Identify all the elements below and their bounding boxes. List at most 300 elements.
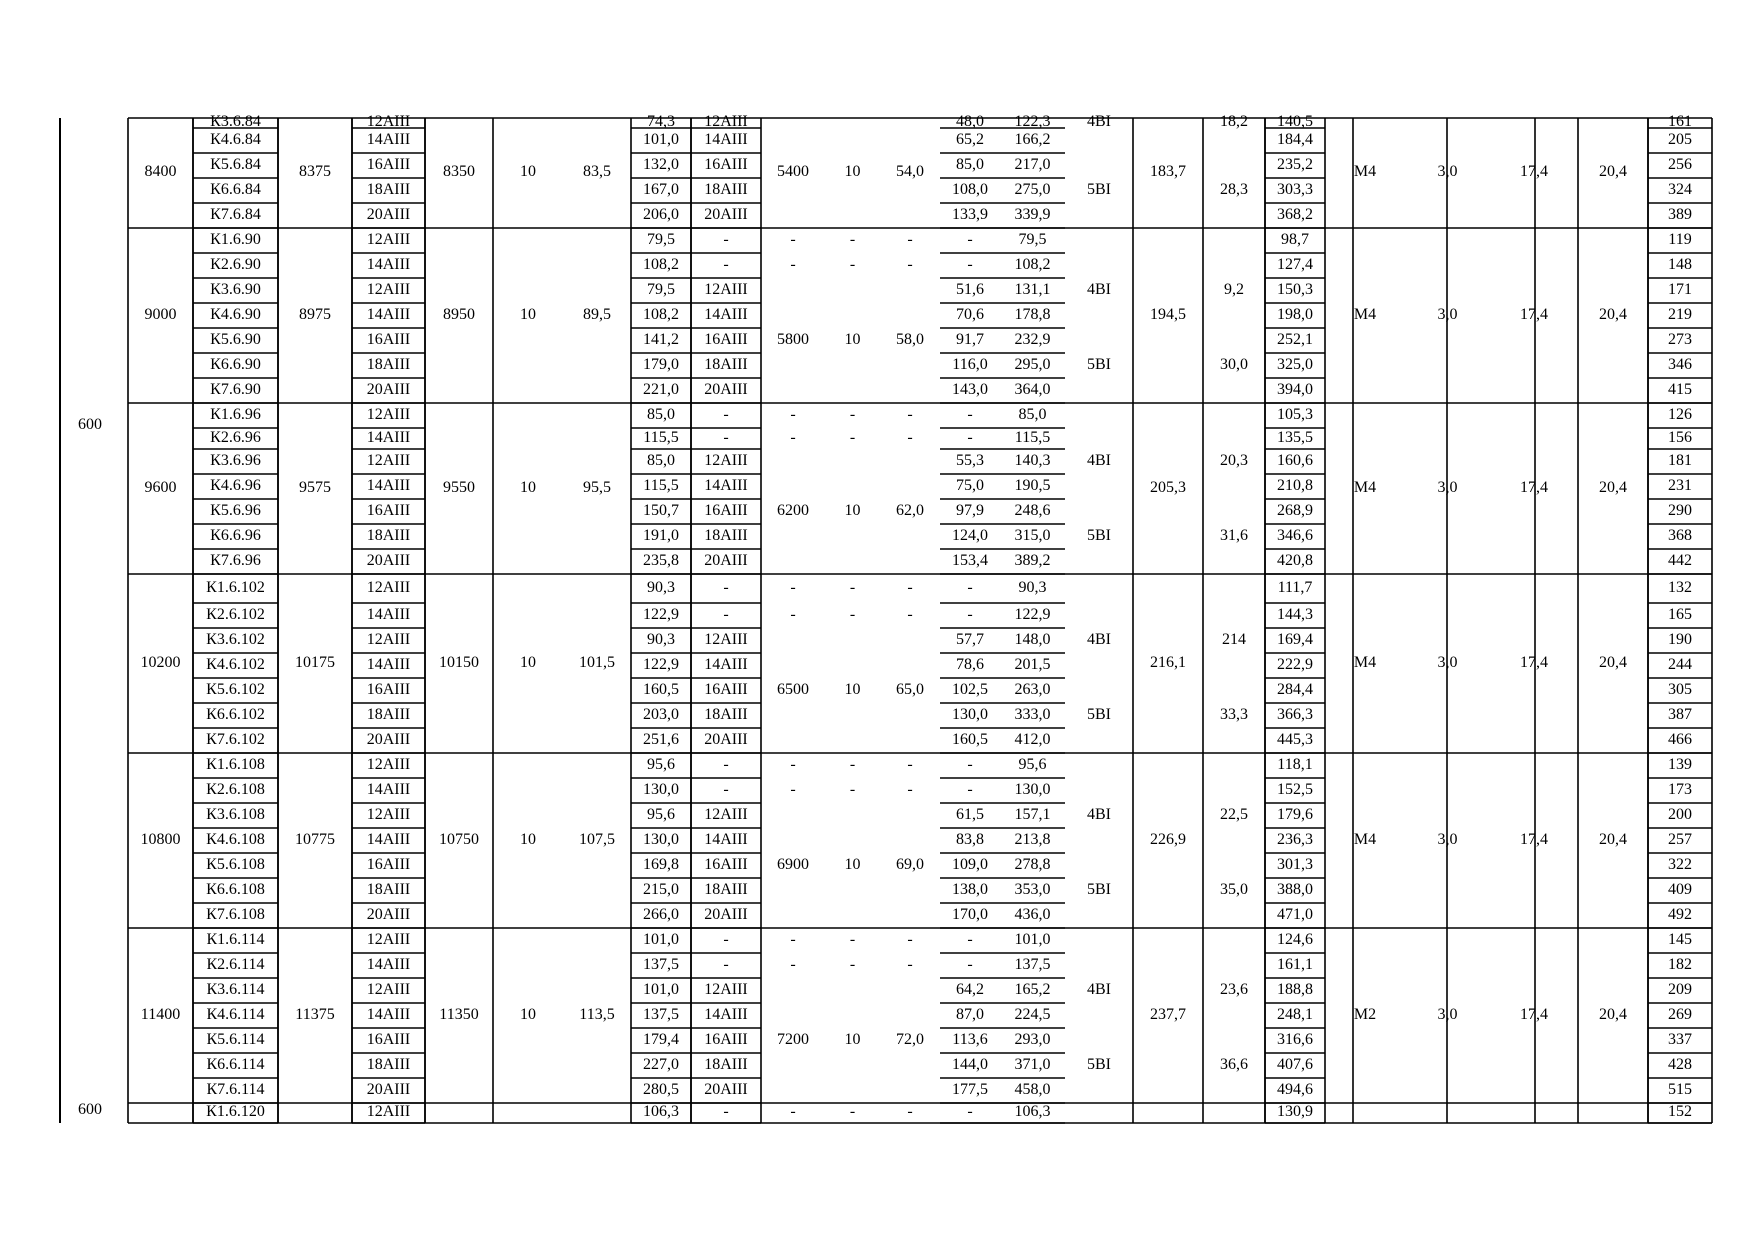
cell-c22: 161 (1668, 113, 1692, 130)
cell-c19: 3,0 (1437, 1005, 1458, 1023)
cell-rebar: 20АIII (366, 205, 411, 223)
cell-c17: 222,9 (1277, 655, 1313, 673)
cell-c17: 407,6 (1277, 1055, 1313, 1073)
cell-c11: 58,0 (896, 330, 924, 348)
cell-c9: 7200 (777, 1030, 809, 1048)
cell-rebar: 20АIII (366, 905, 411, 923)
cell-mark: К5.6.84 (210, 155, 261, 173)
cell-c16: 214 (1222, 630, 1246, 648)
cell-c17: 301,3 (1277, 855, 1313, 873)
cell-c11: 54,0 (896, 163, 924, 180)
cell-l1: 10175 (295, 653, 335, 671)
cell-c22: 346 (1668, 355, 1692, 373)
cell-c5: 83,5 (583, 163, 611, 180)
cell-mark: К3.6.114 (206, 980, 265, 998)
cell-c22: 466 (1668, 730, 1692, 748)
cell-d9: - (790, 755, 796, 773)
cell-c7: - (723, 578, 729, 596)
cell-mark: К7.6.96 (210, 551, 261, 569)
cell-d10: - (849, 605, 856, 623)
cell-c22: 442 (1668, 551, 1692, 569)
cell-d11: - (907, 605, 913, 623)
cell-c22: 409 (1668, 880, 1692, 898)
cell-c12: - (967, 230, 973, 248)
cell-l2: 8350 (443, 163, 475, 180)
cell-d10: - (849, 755, 856, 773)
cell-c22: 389 (1668, 205, 1692, 223)
cell-c17: 169,4 (1277, 630, 1313, 648)
cell-c22: 209 (1668, 980, 1692, 998)
cell-l1: 10775 (295, 830, 335, 848)
cell-c13: 217,0 (1014, 155, 1051, 173)
cell-c13: 140,3 (1014, 451, 1051, 469)
cell-rebar: 20АIII (366, 1080, 411, 1098)
cell-c13: 178,8 (1014, 305, 1051, 323)
cell-c6: 85,0 (647, 451, 675, 469)
cell-c11: 65,0 (896, 680, 924, 698)
cell-c13: 106,3 (1014, 1103, 1051, 1120)
cell-c22: 305 (1668, 680, 1692, 698)
cell-c12: 160,5 (952, 730, 988, 748)
cell-c22: 337 (1668, 1030, 1692, 1048)
cell-c13: 201,5 (1014, 655, 1051, 673)
cell-c14: 4ВI (1087, 805, 1111, 823)
cell-rebar: 16АIII (366, 501, 411, 519)
cell-mark: К4.6.108 (206, 830, 265, 848)
cell-c4: 10 (520, 305, 536, 323)
cell-mark: К4.6.96 (210, 476, 261, 494)
cell-mark: К6.6.102 (206, 705, 265, 723)
cell-c9: 6900 (777, 855, 809, 873)
cell-c17: 420,8 (1277, 551, 1313, 569)
cell-c22: 256 (1668, 155, 1692, 173)
cell-c7: 20АIII (704, 1080, 748, 1098)
cell-c22: 181 (1668, 451, 1692, 469)
cell-rebar: 20АIII (366, 551, 411, 569)
cell-c13: 190,5 (1014, 476, 1051, 494)
cell-c22: 156 (1668, 428, 1692, 446)
cell-mark: К7.6.114 (206, 1080, 265, 1098)
cell-c6: 101,0 (643, 130, 679, 148)
cell-c22: 257 (1668, 830, 1692, 848)
cell-c16: 28,3 (1220, 180, 1248, 198)
cell-c21: 20,4 (1599, 830, 1627, 848)
cell-c17: 150,3 (1277, 280, 1313, 298)
side-label-600-bottom: 600 (78, 1101, 102, 1118)
cell-c7: 14АIII (704, 830, 748, 848)
cell-c13: 278,8 (1014, 855, 1051, 873)
cell-c18: M2 (1353, 1005, 1377, 1023)
cell-rebar: 14АIII (366, 476, 411, 494)
cell-d11: - (907, 230, 913, 248)
cell-c6: 108,2 (643, 305, 679, 323)
cell-c16: 31,6 (1220, 526, 1248, 544)
cell-c18: M4 (1353, 163, 1377, 180)
cell-mark: К1.6.102 (206, 578, 265, 596)
cell-c13: 232,9 (1014, 330, 1051, 348)
cell-c12: 177,5 (952, 1080, 988, 1098)
cell-c12: 48,0 (956, 113, 984, 130)
cell-c12: - (967, 405, 973, 423)
cell-rebar: 14АIII (366, 255, 411, 273)
cell-rebar: 18АIII (366, 180, 411, 198)
cell-rebar: 12АIII (366, 405, 411, 423)
cell-mark: К1.6.96 (210, 405, 261, 423)
cell-c13: 436,0 (1014, 905, 1051, 923)
cell-rebar: 12АIII (366, 451, 411, 469)
cell-c13: 412,0 (1014, 730, 1051, 748)
cell-rebar: 14АIII (366, 130, 411, 148)
cell-c13: 165,2 (1014, 980, 1051, 998)
cell-c7: 20АIII (704, 205, 748, 223)
cell-c17: 494,6 (1277, 1080, 1313, 1098)
cell-mark: К1.6.90 (210, 230, 261, 248)
cell-c12: 75,0 (956, 476, 984, 494)
cell-c10: 10 (844, 680, 861, 698)
cell-rebar: 12АIII (366, 980, 411, 998)
cell-c11: 62,0 (896, 501, 924, 519)
cell-d9: - (790, 780, 796, 798)
cell-mark: К7.6.84 (210, 205, 261, 223)
cell-c18: M4 (1353, 830, 1377, 848)
cell-c22: 148 (1668, 255, 1692, 273)
cell-mark: К6.6.96 (210, 526, 261, 544)
cell-c20: 17,4 (1520, 163, 1548, 180)
cell-d11: - (907, 1103, 913, 1120)
cell-c22: 368 (1668, 526, 1692, 544)
cell-c12: - (967, 255, 973, 273)
cell-d10: - (849, 230, 856, 248)
cell-mark: К7.6.108 (206, 905, 265, 923)
cell-d9: - (790, 578, 796, 596)
cell-c17: 188,8 (1277, 980, 1313, 998)
cell-c12: 108,0 (952, 180, 988, 198)
cell-d9: - (790, 930, 796, 948)
cell-c10: 10 (844, 163, 861, 180)
cell-c14: 4ВI (1087, 113, 1111, 130)
cell-c17: 144,3 (1277, 605, 1313, 623)
cell-mark: К3.6.90 (210, 280, 261, 298)
cell-c7: - (723, 755, 729, 773)
cell-c7: - (723, 955, 729, 973)
cell-c7: 16АIII (704, 501, 748, 519)
cell-c13: 137,5 (1014, 955, 1051, 973)
cell-mark: К5.6.114 (206, 1030, 265, 1048)
cell-c9: 5400 (777, 163, 809, 180)
cell-mark: К2.6.96 (210, 428, 261, 446)
cell-c16: 23,6 (1220, 980, 1248, 998)
cell-c12: 133,9 (952, 205, 988, 223)
cell-c13: 353,0 (1014, 880, 1051, 898)
cell-c7: 12АIII (704, 280, 748, 298)
cell-l1: 8375 (299, 163, 331, 180)
cell-c12: 97,9 (956, 501, 984, 519)
cell-c13: 131,1 (1014, 280, 1051, 298)
cell-d9: - (790, 230, 796, 248)
cell-c17: 394,0 (1277, 380, 1313, 398)
cell-c13: 333,0 (1014, 705, 1051, 723)
cell-c9: 5800 (777, 330, 809, 348)
cell-c6: 137,5 (643, 955, 679, 973)
cell-mark: К5.6.108 (206, 855, 265, 873)
cell-l2: 11350 (439, 1005, 479, 1023)
cell-c10: 10 (844, 330, 861, 348)
cell-c6: 90,3 (647, 578, 675, 596)
cell-c17: 235,2 (1277, 155, 1313, 173)
cell-length: 10800 (140, 830, 181, 848)
cell-mark: К7.6.90 (210, 380, 261, 398)
cell-c6: 235,8 (643, 551, 679, 569)
cell-l1: 9575 (299, 478, 331, 496)
cell-c22: 273 (1668, 330, 1692, 348)
cell-c12: 91,7 (956, 330, 984, 348)
cell-c7: - (723, 405, 729, 423)
cell-c12: 83,8 (956, 830, 984, 848)
cell-d10: - (849, 930, 856, 948)
cell-c7: 12АIII (704, 113, 748, 130)
cell-c9: 6500 (777, 680, 809, 698)
cell-c7: 14АIII (704, 655, 748, 673)
cell-c14: 5ВI (1087, 1055, 1111, 1073)
cell-mark: К3.6.84 (210, 113, 261, 130)
cell-d11: - (907, 255, 913, 273)
cell-c7: 20АIII (704, 380, 748, 398)
cell-c13: 95,6 (1018, 755, 1047, 773)
cell-rebar: 18АIII (366, 526, 411, 544)
cell-c7: 14АIII (704, 1005, 748, 1023)
cell-c12: - (967, 605, 973, 623)
cell-mark: К5.6.102 (206, 680, 265, 698)
cell-c12: 87,0 (956, 1005, 984, 1023)
cell-c14: 5ВI (1087, 526, 1111, 544)
cell-c7: 20АIII (704, 905, 748, 923)
cell-c22: 205 (1668, 130, 1692, 148)
cell-c19: 3,0 (1437, 478, 1458, 496)
cell-c13: 315,0 (1014, 526, 1051, 544)
cell-c13: 148,0 (1014, 630, 1051, 648)
cell-c20: 17,4 (1520, 1005, 1548, 1023)
cell-c12: 116,0 (952, 355, 988, 373)
cell-c6: 169,8 (643, 855, 679, 873)
cell-c6: 108,2 (643, 255, 679, 273)
cell-c22: 492 (1668, 905, 1692, 923)
cell-c21: 20,4 (1599, 1005, 1627, 1023)
cell-c13: 339,9 (1014, 205, 1051, 223)
cell-c17: 152,5 (1277, 780, 1313, 798)
cell-c12: 170,0 (952, 905, 988, 923)
cell-d10: - (849, 1103, 856, 1120)
cell-rebar: 14АIII (366, 655, 411, 673)
cell-c17: 471,0 (1277, 905, 1313, 923)
cell-c7: 14АIII (704, 305, 748, 323)
cell-d9: - (790, 428, 796, 446)
cell-c22: 324 (1668, 180, 1692, 198)
cell-c22: 515 (1668, 1080, 1692, 1098)
cell-c17: 366,3 (1277, 705, 1313, 723)
cell-c12: 144,0 (952, 1055, 988, 1073)
cell-mark: К4.6.102 (206, 655, 265, 673)
cell-c5: 107,5 (579, 830, 615, 848)
cell-c6: 95,6 (647, 805, 675, 823)
cell-c13: 90,3 (1018, 578, 1047, 596)
cell-c12: 57,7 (956, 630, 984, 648)
cell-rebar: 12АIII (366, 230, 411, 248)
cell-c6: 130,0 (643, 830, 679, 848)
cell-c7: - (723, 930, 729, 948)
cell-rebar: 16АIII (366, 330, 411, 348)
cell-mark: К6.6.90 (210, 355, 261, 373)
cell-c17: 124,6 (1277, 930, 1313, 948)
cell-d11: - (907, 405, 913, 423)
cell-c17: 127,4 (1277, 255, 1313, 273)
cell-rebar: 12АIII (366, 805, 411, 823)
cell-c15: 216,1 (1150, 653, 1186, 671)
cell-length: 9000 (144, 305, 177, 323)
cell-c12: 102,5 (952, 680, 988, 698)
cell-c16: 33,3 (1220, 705, 1248, 723)
cell-c12: - (967, 428, 973, 446)
cell-c13: 458,0 (1014, 1080, 1051, 1098)
cell-c12: - (967, 780, 973, 798)
cell-mark: К3.6.96 (210, 451, 261, 469)
cell-d10: - (849, 780, 856, 798)
cell-c6: 90,3 (647, 630, 675, 648)
cell-c7: 18АIII (704, 355, 748, 373)
cell-d9: - (790, 955, 796, 973)
cell-c22: 132 (1668, 578, 1692, 596)
cell-c6: 215,0 (643, 880, 679, 898)
cell-mark: К2.6.108 (206, 780, 265, 798)
cell-length: 11400 (140, 1005, 181, 1023)
cell-c7: 12АIII (704, 980, 748, 998)
cell-c22: 119 (1668, 230, 1692, 248)
cell-c9: 6200 (777, 501, 809, 519)
cell-l2: 10750 (439, 830, 479, 848)
cell-c12: - (967, 930, 973, 948)
cell-mark: К6.6.114 (206, 1055, 265, 1073)
cell-mark: К4.6.90 (210, 305, 261, 323)
cell-c22: 387 (1668, 705, 1692, 723)
cell-c7: 18АIII (704, 180, 748, 198)
cell-c7: 14АIII (704, 130, 748, 148)
cell-rebar: 18АIII (366, 1055, 411, 1073)
cell-rebar: 20АIII (366, 380, 411, 398)
cell-l1: 11375 (295, 1005, 335, 1023)
cell-c12: 85,0 (956, 155, 984, 173)
cell-mark: К3.6.102 (206, 630, 265, 648)
cell-c14: 5ВI (1087, 180, 1111, 198)
cell-c20: 17,4 (1520, 830, 1548, 848)
cell-c6: 101,0 (643, 930, 679, 948)
cell-c12: 61,5 (956, 805, 984, 823)
cell-c13: 79,5 (1018, 230, 1047, 248)
cell-c17: 325,0 (1277, 355, 1313, 373)
cell-c21: 20,4 (1599, 653, 1627, 671)
cell-c21: 20,4 (1599, 305, 1627, 323)
cell-rebar: 12АIII (366, 630, 411, 648)
cell-c17: 248,1 (1277, 1005, 1313, 1023)
cell-c12: - (967, 755, 973, 773)
cell-rebar: 18АIII (366, 355, 411, 373)
cell-c12: 78,6 (956, 655, 984, 673)
cell-c6: 115,5 (643, 428, 679, 446)
cell-c7: 16АIII (704, 155, 748, 173)
cell-c10: 10 (844, 855, 861, 873)
cell-c7: - (723, 428, 729, 446)
cell-c7: - (723, 780, 729, 798)
cell-d11: - (907, 780, 913, 798)
cell-c17: 210,8 (1277, 476, 1313, 494)
cell-c7: 18АIII (704, 705, 748, 723)
cell-c4: 10 (520, 830, 536, 848)
cell-c12: 51,6 (956, 280, 984, 298)
cell-d10: - (849, 428, 856, 446)
cell-c22: 415 (1668, 380, 1692, 398)
cell-c6: 115,5 (643, 476, 679, 494)
cell-c17: 179,6 (1277, 805, 1313, 823)
cell-c16: 30,0 (1220, 355, 1248, 373)
cell-mark: К4.6.84 (210, 130, 261, 148)
cell-c19: 3,0 (1437, 305, 1458, 323)
cell-c13: 166,2 (1014, 130, 1051, 148)
cell-rebar: 14АIII (366, 830, 411, 848)
cell-c6: 130,0 (643, 780, 679, 798)
cell-c6: 221,0 (643, 380, 679, 398)
cell-mark: К1.6.120 (206, 1103, 265, 1120)
cell-c7: 16АIII (704, 855, 748, 873)
cell-c22: 139 (1668, 755, 1692, 773)
cell-c14: 5ВI (1087, 355, 1111, 373)
cell-c22: 152 (1668, 1103, 1692, 1120)
cell-mark: К7.6.102 (206, 730, 265, 748)
cell-c7: 12АIII (704, 630, 748, 648)
cell-c13: 85,0 (1018, 405, 1047, 423)
cell-c13: 157,1 (1014, 805, 1051, 823)
cell-c6: 206,0 (643, 205, 679, 223)
cell-c14: 4ВI (1087, 451, 1111, 469)
cell-c17: 130,9 (1277, 1103, 1313, 1120)
cell-c17: 105,3 (1277, 405, 1313, 423)
cell-c7: 16АIII (704, 330, 748, 348)
cell-c17: 198,0 (1277, 305, 1313, 323)
cell-c14: 5ВI (1087, 705, 1111, 723)
cell-c22: 171 (1668, 280, 1692, 298)
cell-d10: - (849, 578, 856, 596)
cell-c13: 275,0 (1014, 180, 1051, 198)
cell-c7: - (723, 605, 729, 623)
cell-c13: 101,0 (1014, 930, 1051, 948)
cell-c13: 295,0 (1014, 355, 1051, 373)
cell-c14: 5ВI (1087, 880, 1111, 898)
cell-c17: 236,3 (1277, 830, 1313, 848)
cell-c6: 141,2 (643, 330, 679, 348)
cell-rebar: 14АIII (366, 605, 411, 623)
cell-c6: 122,9 (643, 605, 679, 623)
cell-c6: 74,3 (647, 113, 675, 130)
cell-c6: 191,0 (643, 526, 679, 544)
cell-l2: 9550 (443, 478, 475, 496)
cell-c13: 130,0 (1014, 780, 1051, 798)
cell-d9: - (790, 1103, 796, 1120)
cell-c17: 98,7 (1281, 230, 1309, 248)
cell-rebar: 12АIII (366, 1103, 411, 1120)
cell-c7: 18АIII (704, 880, 748, 898)
cell-rebar: 12АIII (366, 755, 411, 773)
cell-c13: 389,2 (1014, 551, 1051, 569)
cell-d11: - (907, 755, 913, 773)
cell-mark: К5.6.90 (210, 330, 261, 348)
cell-c17: 284,4 (1277, 680, 1313, 698)
